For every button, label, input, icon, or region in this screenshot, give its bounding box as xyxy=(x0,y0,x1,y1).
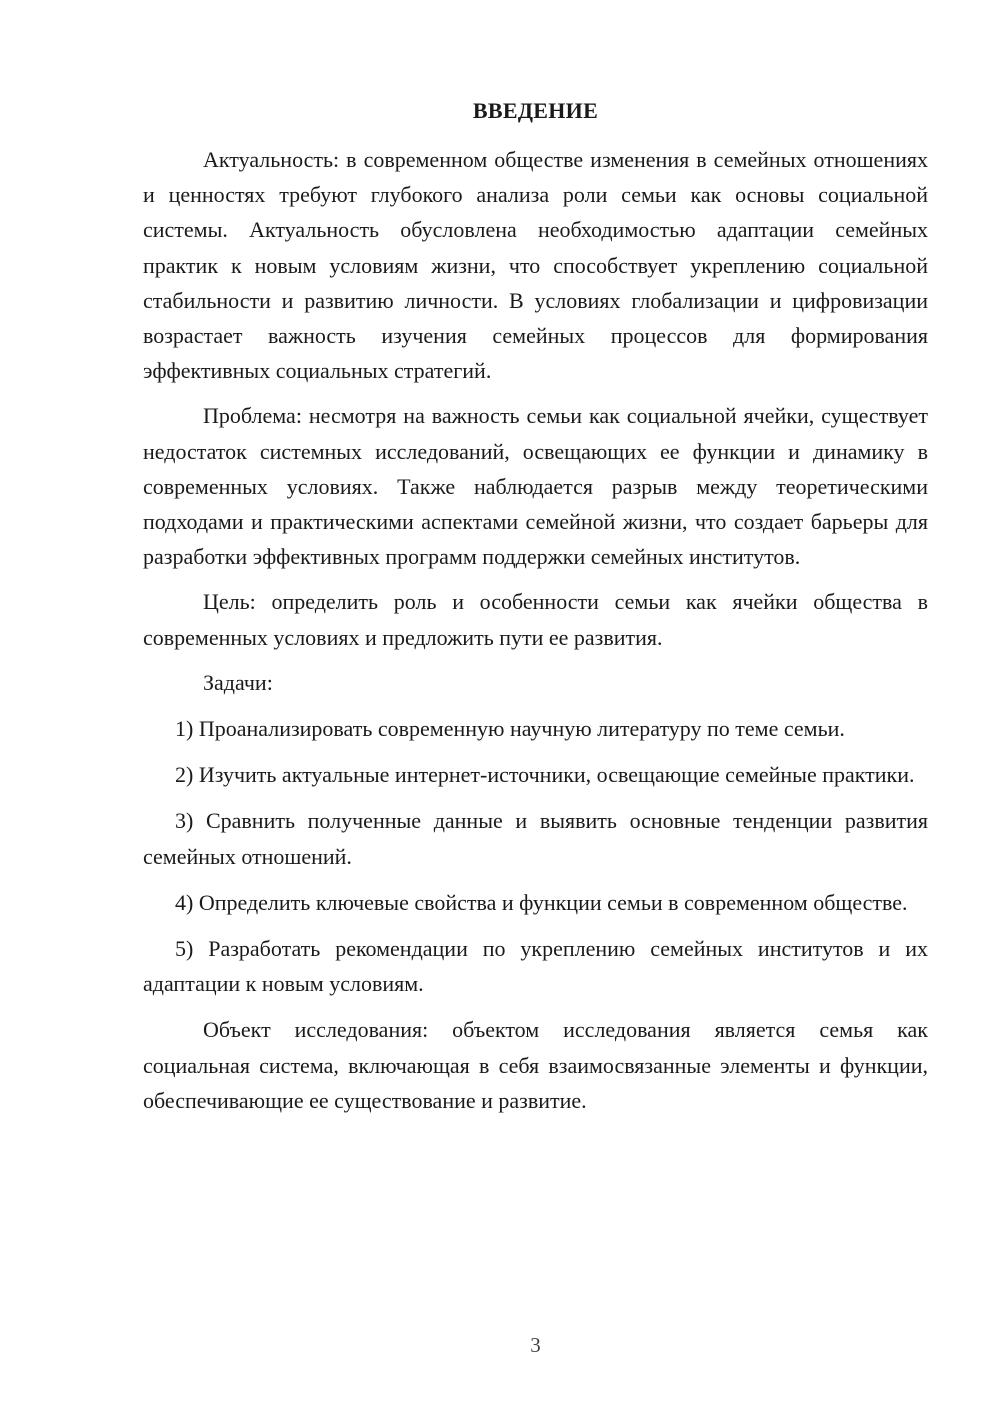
tasks-heading: Задачи: xyxy=(203,669,273,695)
task-item: 4) Определить ключевые свойства и функции семьи в современном обществе. xyxy=(175,889,908,915)
task-item: 1) Проанализировать современную научную литературу по теме семьи. xyxy=(175,716,845,742)
page-number: 3 xyxy=(530,1333,541,1357)
task-item: 3) Сравнить полученные данные и выявить основные тенденции развития семейных отношений. xyxy=(143,808,928,869)
task-item: 5) Разработать рекомендации по укреплению семейных институтов и их адаптации к новым условиям. xyxy=(143,936,928,997)
task-item: 2) Изучить актуальные интернет-источники, освещающие семейные практики. xyxy=(175,762,915,788)
document-body xyxy=(143,142,928,1128)
paragraph-object: Объект исследования: объектом исследования является семья как социальная система, включающая в себя взаимосвязанные элементы и функции, обеспечивающие ее существование и развитие. xyxy=(143,1017,928,1113)
paragraph-goal: Цель: определить роль и особенности семьи как ячейки общества в современных условиях и предложить пути ее развития. xyxy=(143,589,928,650)
paragraph-relevance: Актуальность: в современном обществе изменения в семейных отношениях и ценностях требуют глубокого анализа роли семьи как основы социальной системы. Актуальность обусловлена необходимостью адаптации семейных практик к новым условиям жизни, что способствует укреплению социальной стабильности и развитию личности. В условиях глобализации и цифровизации возрастает важность изучения семейных процессов для формирования эффективных социальных стратегий. xyxy=(143,147,928,384)
paragraph-problem: Проблема: несмотря на важность семьи как социальной ячейки, существует недостаток системных исследований, освещающих ее функции и динамику в современных условиях. Также наблюдается разрыв между теоретическими подходами и практическими аспектами семейной жизни, что создает барьеры для разработки эффективных программ поддержки семейных институтов. xyxy=(143,403,928,570)
section-title: ВВЕДЕНИЕ xyxy=(472,98,599,123)
document-page xyxy=(143,0,928,1414)
